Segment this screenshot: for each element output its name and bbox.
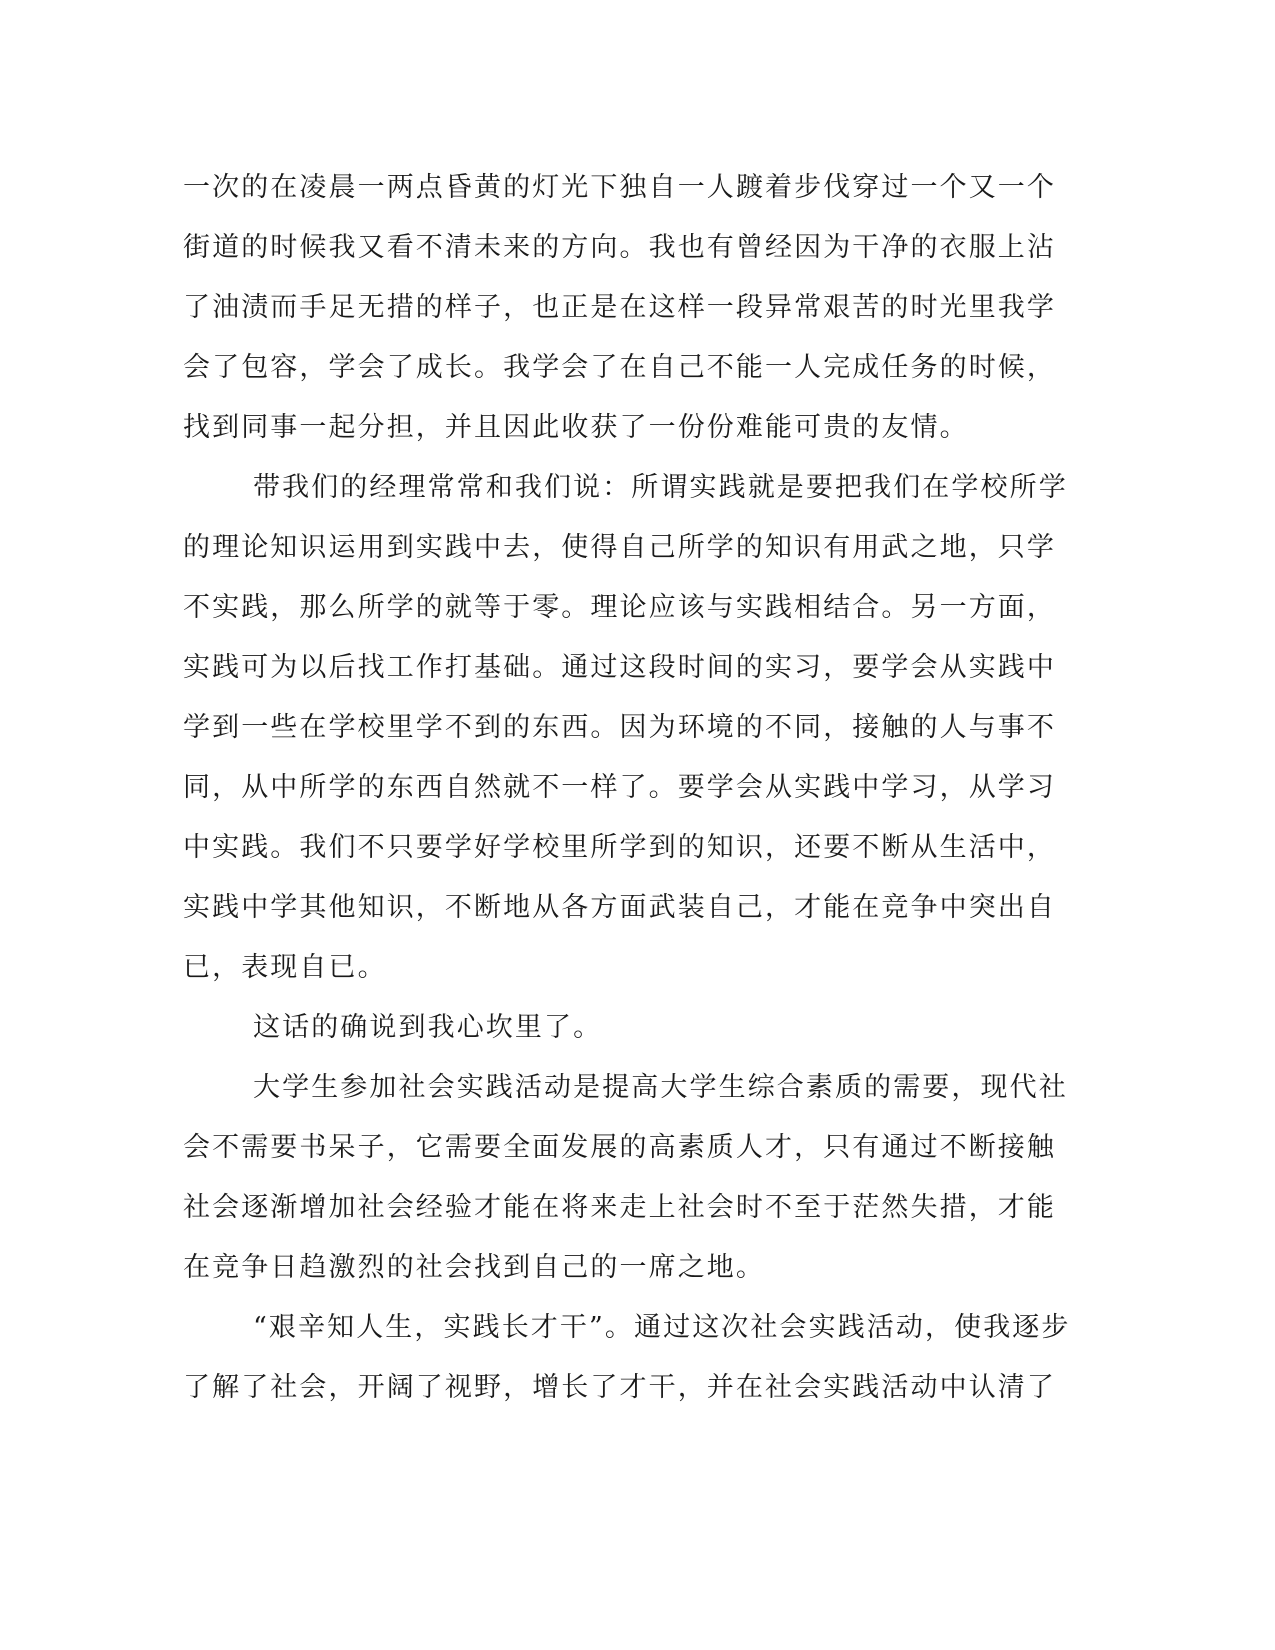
- text-line: 大学生参加社会实践活动是提高大学生综合素质的需要，现代社: [253, 1072, 1068, 1103]
- text-line: 在竞争日趋激烈的社会找到自己的一席之地。: [183, 1252, 765, 1283]
- text-line: 社会逐渐增加社会经验才能在将来走上社会时不至于茫然失措，才能: [183, 1192, 1056, 1223]
- text-line: 一次的在凌晨一两点昏黄的灯光下独自一人踱着步伐穿过一个又一个: [183, 172, 1056, 203]
- paragraph-5: [183, 1298, 1071, 1418]
- paragraph-1: [183, 158, 1056, 458]
- text-line: 会了包容，学会了成长。我学会了在自己不能一人完成任务的时候，: [183, 352, 1056, 383]
- text-line: 找到同事一起分担，并且因此收获了一份份难能可贵的友情。: [183, 412, 969, 443]
- paragraph-4: [183, 1058, 1068, 1298]
- text-line: 学到一些在学校里学不到的东西。因为环境的不同，接触的人与事不: [183, 712, 1056, 743]
- text-line: 同，从中所学的东西自然就不一样了。要学会从实践中学习，从学习: [183, 772, 1056, 803]
- text-line: 会不需要书呆子，它需要全面发展的高素质人才，只有通过不断接触: [183, 1132, 1056, 1163]
- document-body: [183, 158, 1071, 1418]
- text-line: 了解了社会，开阔了视野，增长了才干，并在社会实践活动中认清了: [183, 1372, 1056, 1403]
- text-line: 这话的确说到我心坎里了。: [253, 1012, 603, 1043]
- text-line: 的理论知识运用到实践中去，使得自己所学的知识有用武之地，只学: [183, 532, 1056, 563]
- paragraph-2: [183, 458, 1068, 998]
- text-line: 中实践。我们不只要学好学校里所学到的知识，还要不断从生活中，: [183, 832, 1056, 863]
- text-line: 带我们的经理常常和我们说：所谓实践就是要把我们在学校所学: [253, 472, 1068, 503]
- paragraph-3: [183, 998, 1043, 1058]
- text-line: 实践可为以后找工作打基础。通过这段时间的实习，要学会从实践中: [183, 652, 1056, 683]
- text-line: “艰辛知人生，实践长才干”。通过这次社会实践活动，使我逐步: [253, 1312, 1071, 1343]
- text-line: 不实践，那么所学的就等于零。理论应该与实践相结合。另一方面，: [183, 592, 1056, 623]
- text-line: 实践中学其他知识，不断地从各方面武装自己，才能在竞争中突出自: [183, 892, 1056, 923]
- text-line: 已，表现自已。: [183, 952, 387, 983]
- text-line: 街道的时候我又看不清未来的方向。我也有曾经因为干净的衣服上沾: [183, 232, 1056, 263]
- text-line: 了油渍而手足无措的样子，也正是在这样一段异常艰苦的时光里我学: [183, 292, 1056, 323]
